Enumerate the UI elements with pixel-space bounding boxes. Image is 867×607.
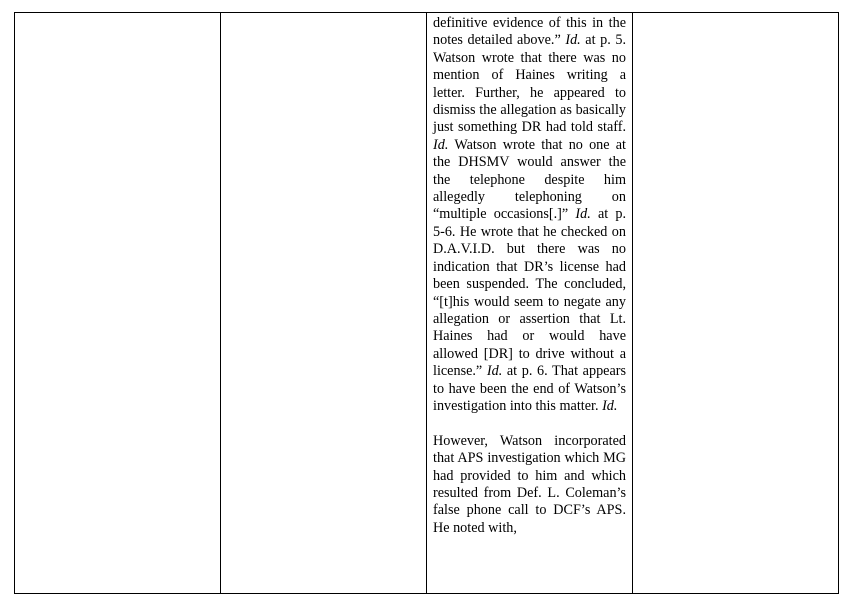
table-row — [15, 13, 839, 594]
table-cell-column-1 — [15, 13, 221, 594]
paragraph — [433, 433, 626, 537]
document-table — [14, 12, 839, 594]
table-cell-column-3 — [427, 13, 633, 594]
table-cell-column-4 — [633, 13, 839, 594]
table-cell-column-2 — [221, 13, 427, 594]
column-3-text — [427, 13, 632, 593]
citation-id: Id. — [565, 32, 581, 49]
citation-id: Id. — [602, 397, 618, 414]
text-run: However, Watson incorporated that APS investigation which MG had provided to him and which resulted from Def. L. Coleman’s false phone call to DCF’s APS. He noted with, — [433, 432, 626, 536]
citation-id: Id. — [575, 206, 591, 223]
text-run: at p. 5. Watson wrote that there was no mention of Haines writing a letter. Further, he appeared to dismiss the allegation as basically just something DR had told staff. — [433, 32, 626, 136]
text-run: definitive evidence of this in the notes detailed above.” — [433, 15, 626, 49]
citation-id: Id. — [433, 136, 449, 153]
paragraph — [433, 15, 626, 415]
citation-id: Id. — [486, 363, 503, 380]
text-run: Watson wrote that no one at the DHSMV would answer the the telephone despite him allegedly telephoning on “multiple occasions[.]” — [433, 136, 626, 223]
text-run: at p. 5-6. He wrote that he checked on D.A.V.I.D. but there was no indication that DR’s license had been suspended. The concluded, “[t]his would seem to negate any allegation or assertion that Lt. Haines had or would have allowed [DR] to drive without a license.” — [433, 206, 626, 380]
text-run: at p. 6. That appears to have been the end of Watson’s investigation into this matter. — [433, 363, 627, 414]
